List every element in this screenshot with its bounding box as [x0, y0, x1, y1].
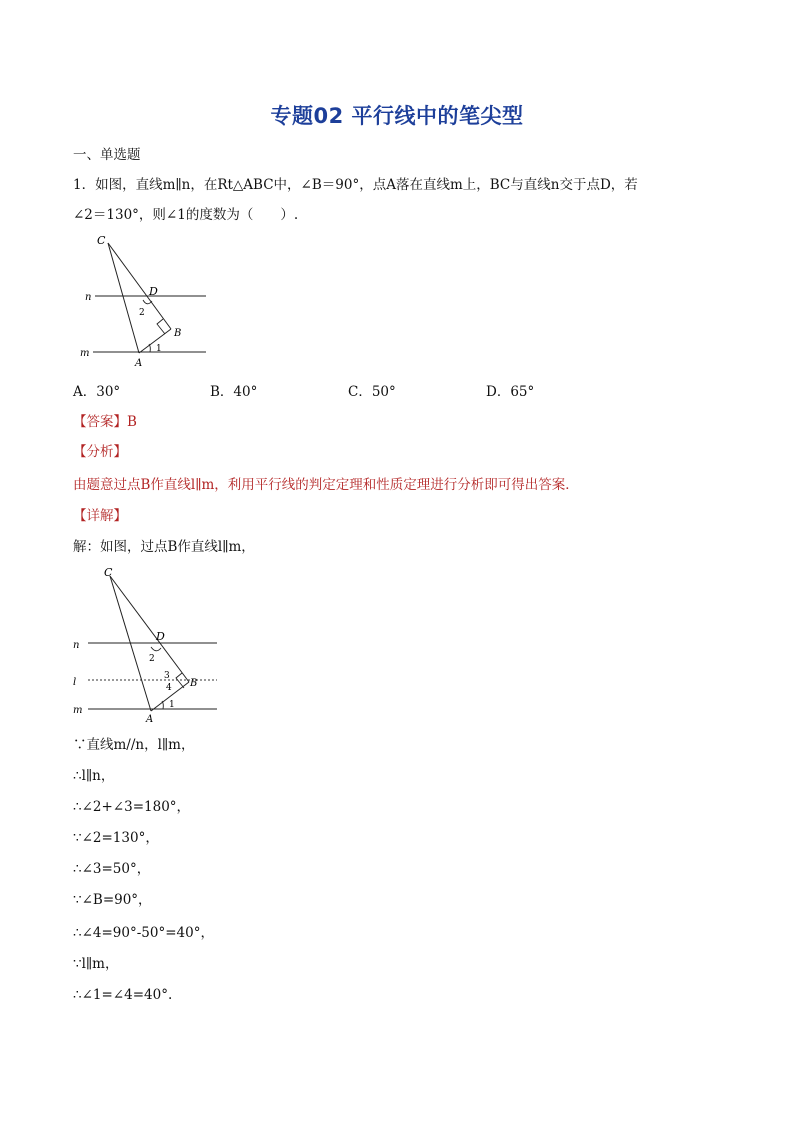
step-6: ∵∠B=90°， — [73, 892, 152, 908]
section-heading: 一、单选题 — [73, 147, 141, 163]
label-D: D — [149, 285, 158, 298]
analysis-text: 由题意过点B作直线l∥m，利用平行线的判定定理和性质定理进行分析即可得出答案． — [73, 477, 579, 493]
answer-line: 【答案】B — [73, 414, 137, 430]
question-text-line1: 1．如图，直线m∥n，在Rt△ABC中，∠B＝90°，点A落在直线m上，BC与直线n交于点D，若 — [73, 177, 638, 193]
label-C: C — [97, 234, 106, 247]
step-8: ∵l∥m， — [73, 956, 119, 972]
step-2: ∴l∥n， — [73, 768, 115, 784]
figure-2-diagram — [70, 562, 222, 724]
label-m: m — [80, 348, 90, 359]
label-m: m — [73, 705, 83, 716]
question-text-line2: ∠2＝130°，则∠1的度数为（ ）. — [73, 207, 299, 223]
label-angle-1: 1 — [156, 344, 162, 354]
label-A: A — [146, 714, 154, 724]
label-angle-3: 3 — [164, 671, 170, 681]
step-1: ∵直线m//n，l∥m， — [73, 737, 195, 753]
label-l: l — [73, 677, 77, 688]
option-b: B．40° — [210, 384, 258, 400]
detail-heading: 【详解】 — [73, 508, 127, 524]
angle-1-arc — [149, 344, 150, 352]
label-n: n — [73, 640, 80, 651]
label-B: B — [190, 678, 198, 689]
angle-2-arc — [151, 647, 161, 651]
label-angle-4: 4 — [166, 683, 172, 693]
step-5: ∴∠3=50°， — [73, 861, 151, 877]
option-a: A．30° — [73, 384, 121, 400]
label-angle-1: 1 — [169, 700, 175, 710]
label-n: n — [85, 292, 92, 303]
label-B: B — [174, 328, 182, 339]
step-7: ∴∠4=90°-50°=40°， — [73, 925, 214, 941]
label-angle-2: 2 — [149, 654, 155, 664]
step-4: ∵∠2=130°， — [73, 830, 159, 846]
angle-1-arc — [162, 701, 163, 709]
option-d: D．65° — [486, 384, 535, 400]
label-A: A — [135, 358, 143, 369]
step-9: ∴∠1=∠4=40°. — [73, 987, 173, 1003]
step-3: ∴∠2+∠3=180°， — [73, 799, 191, 815]
figure-1-diagram — [70, 228, 215, 370]
segment-CA — [108, 243, 139, 353]
option-c: C．50° — [348, 384, 396, 400]
detail-intro: 解：如图，过点B作直线l∥m， — [73, 539, 255, 555]
segment-AB — [139, 329, 171, 353]
analysis-heading: 【分析】 — [73, 444, 127, 460]
segment-CB — [110, 576, 189, 682]
page-title: 专题02 平行线中的笔尖型 — [270, 104, 524, 128]
label-D: D — [156, 630, 165, 643]
label-C: C — [104, 566, 113, 579]
label-angle-2: 2 — [139, 308, 145, 318]
right-angle-mark — [157, 319, 165, 334]
